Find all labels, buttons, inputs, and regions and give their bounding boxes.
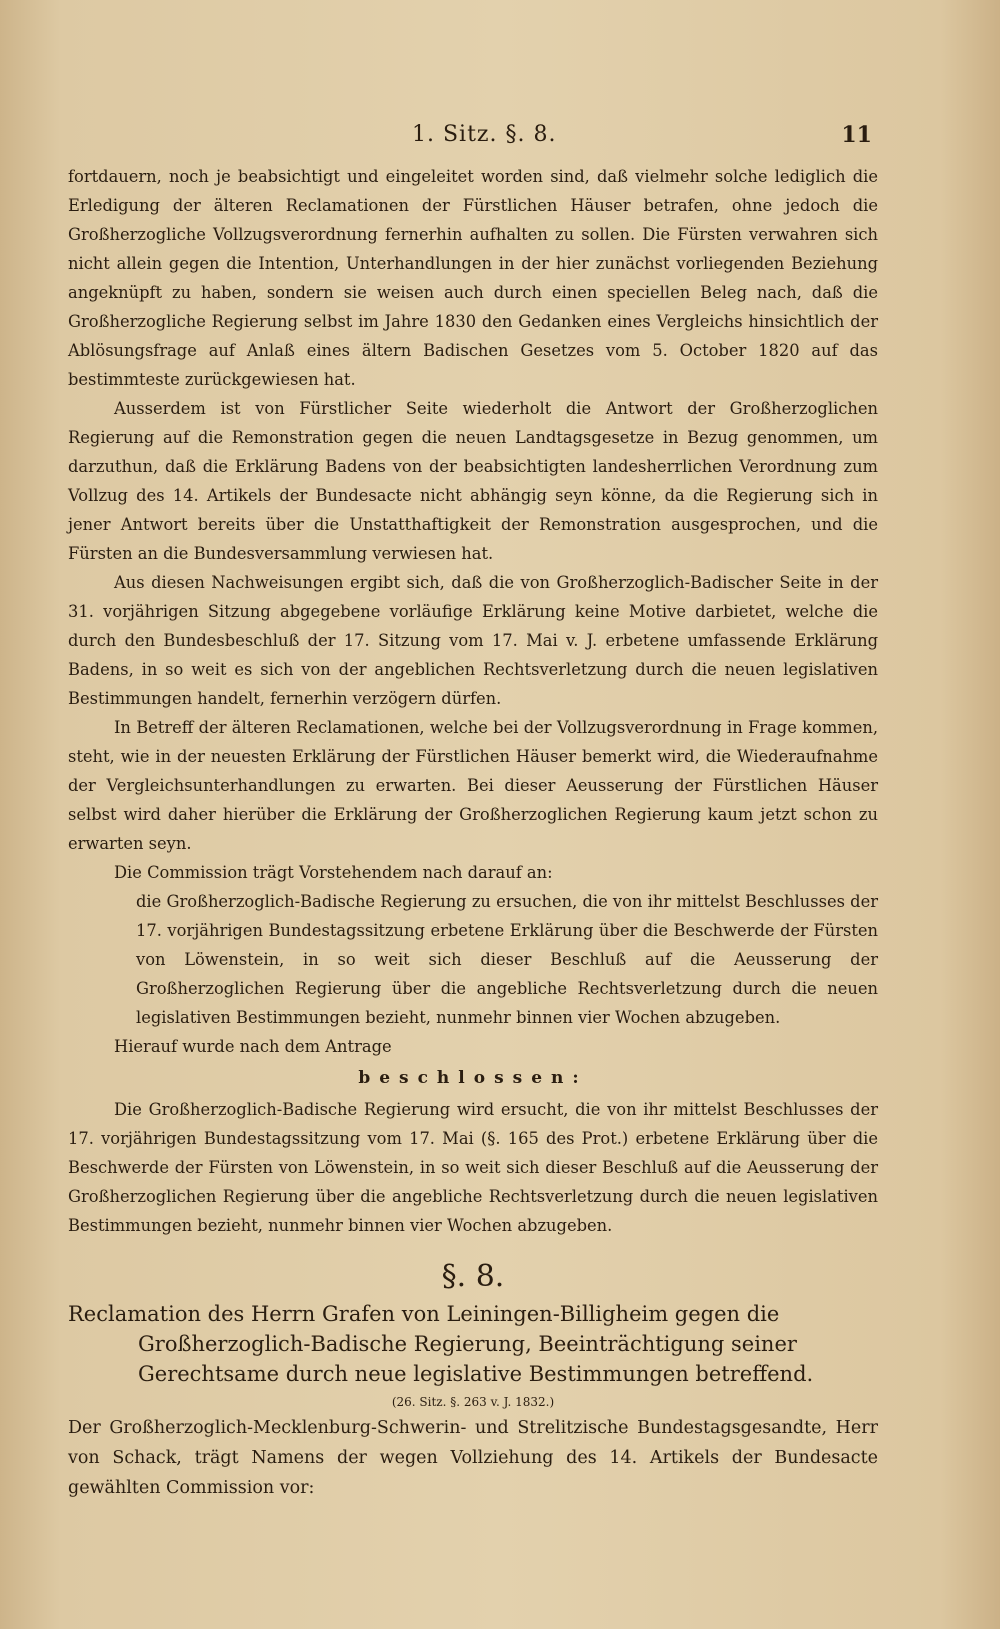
running-head: 1. Sitz. §. 8. <box>412 122 557 147</box>
section-title: Reclamation des Herrn Grafen von Leiningen-Billigheim gegen die Großherzoglich-Badische Regierung, Beeinträchtigung seiner Gerechtsame durch neue legislative Bestimmungen betreffend. <box>68 1302 814 1386</box>
paragraph: Ausserdem ist von Fürstlicher Seite wiederholt die Antwort der Großherzoglichen Regierung auf die Remonstration gegen die neuen Landtagsgesetze in Bezug genommen, um darzuthun, daß die Erklärung Badens von der beabsichtigten landesherrlichen Verordnung zum Vollzug des 14. Artikels der Bundesacte nicht abhängig seyn könne, da die Regierung sich in jener Antwort bereits über die Unstatthaftigkeit der Remonstration ausgesprochen, und die Fürsten an die Bundesversammlung verwiesen hat. <box>68 399 878 563</box>
section-text: Der Großherzoglich-Mecklenburg-Schwerin- und Strelitzische Bundestagsgesandte, Herr von Schack, trägt Namens der wegen Vollziehung des 14. Artikels der Bundesacte gewählten Commission vor: <box>68 1418 878 1498</box>
page-header <box>0 122 1000 152</box>
section-number: §. 8. <box>441 1259 505 1294</box>
resolution-intro: Hierauf wurde nach dem Antrage <box>114 1037 392 1056</box>
resolution-text: Die Großherzoglich-Badische Regierung wird ersucht, die von ihr mittelst Beschlusses der 17. vorjährigen Bundestagssitzung vom 17. Mai (§. 165 des Prot.) erbetene Erklärung über die Beschwerde der Fürsten von Löwenstein, in so weit sich dieser Beschluß auf die Aeusserung der Großherzoglichen Regierung über die angebliche Rechtsverletzung durch die neuen legislativen Bestimmungen bezieht, nunmehr binnen vier Wochen abzugeben. <box>68 1100 878 1235</box>
motion-intro: Die Commission trägt Vorstehendem nach darauf an: <box>114 863 553 882</box>
paragraph-continued: fortdauern, noch je beabsichtigt und eingeleitet worden sind, daß vielmehr solche lediglich die Erledigung der älteren Reclamationen der Fürstlichen Häuser betrafen, ohne jedoch die Großherzogliche Vollzugsverordnung fernerhin aufhalten zu sollen. Die Fürsten verwahren sich nicht allein gegen die Intention, Unterhandlungen in der hier zunächst vorliegenden Beziehung angeknüpft zu haben, sondern sie weisen auch durch einen speciellen Beleg nach, daß die Großherzogliche Regierung selbst im Jahre 1830 den Gedanken eines Vergleichs hinsichtlich der Ablösungsfrage auf Anlaß eines ältern Badischen Gesetzes vom 5. October 1820 auf das bestimmteste zurückgewiesen hat. <box>68 167 878 389</box>
paragraph: Aus diesen Nachweisungen ergibt sich, daß die von Großherzoglich-Badischer Seite in der 31. vorjährigen Sitzung abgegebene vorläufige Erklärung keine Motive darbietet, welche die durch den Bundesbeschluß der 17. Sitzung vom 17. Mai v. J. erbetene umfassende Erklärung Badens, in so weit es sich von der angeblichen Rechtsverletzung durch die neuen legislativen Bestimmungen handelt, fernerhin verzögern dürfen. <box>68 573 878 708</box>
page-number: 11 <box>841 122 872 148</box>
section-reference: (26. Sitz. §. 263 v. J. 1832.) <box>391 1395 555 1409</box>
resolution-heading: beschlossen: <box>358 1068 588 1088</box>
motion-text: die Großherzoglich-Badische Regierung zu ersuchen, die von ihr mittelst Beschlusses der 17. vorjährigen Bundestagssitzung erbetene Erklärung über die Beschwerde der Fürsten von Löwenstein, in so weit sich dieser Beschluß auf die Aeusserung der Großherzoglichen Regierung über die angebliche Rechtsverletzung durch die neuen legislativen Bestimmungen bezieht, nunmehr binnen vier Wochen abzugeben. <box>136 892 878 1027</box>
paragraph: In Betreff der älteren Reclamationen, welche bei der Vollzugsverordnung in Frage kommen, steht, wie in der neuesten Erklärung der Fürstlichen Häuser bemerkt wird, die Wiederaufnahme der Vergleichsunterhandlungen zu erwarten. Bei dieser Aeusserung der Fürstlichen Häuser selbst wird daher hierüber die Erklärung der Großherzoglichen Regierung kaum jetzt schon zu erwarten seyn. <box>68 718 878 853</box>
page-body <box>68 162 878 1503</box>
